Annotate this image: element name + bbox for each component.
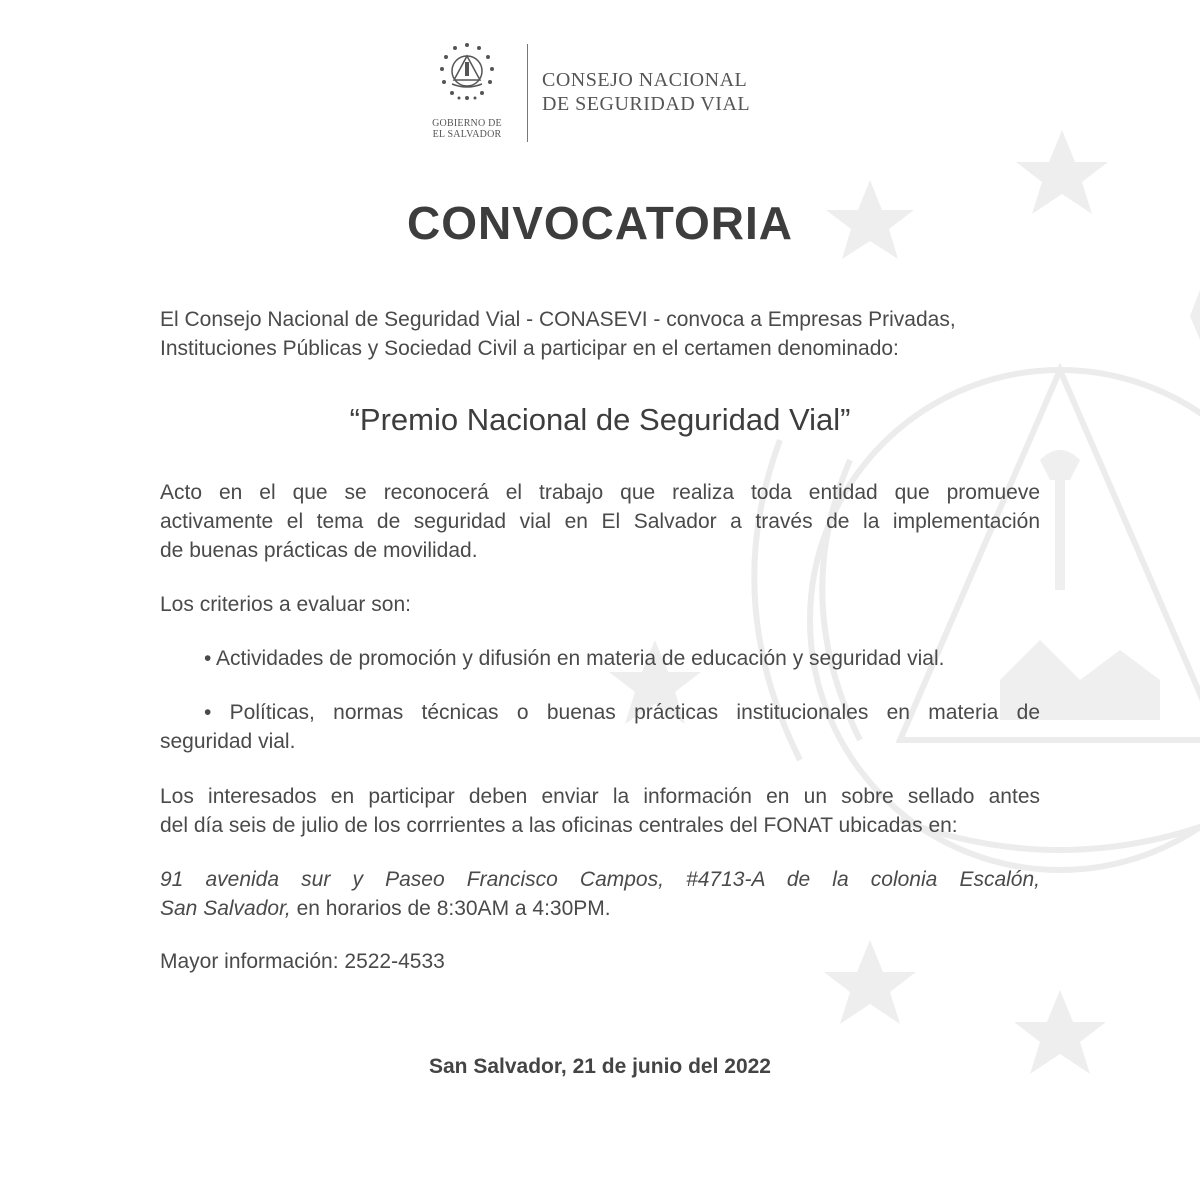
page-title: CONVOCATORIA [407,197,793,249]
intro-line2: Instituciones Públicas y Sociedad Civil a participar en el certamen denominado: [160,337,899,360]
criteria-item-2-line2: seguridad vial. [160,730,296,753]
address-hours: en horarios de 8:30AM a 4:30PM. [290,897,611,920]
watermark-cap [1040,450,1080,480]
organization-name [542,68,750,116]
seal-text-line2: EL SALVADOR [432,129,502,140]
intro-line1: El Consejo Nacional de Seguridad Vial - CONASEVI - convoca a Empresas Privadas, [160,308,956,331]
description-paragraph [160,478,1040,565]
instructions-line2: del día seis de julio de los corrrientes a las oficinas centrales del FONAT ubicadas en: [160,814,958,837]
criteria-item-2-line1: • Políticas, normas técnicas o buenas prácticas institucionales en materia de [204,701,1040,724]
place-and-date: San Salvador, 21 de junio del 2022 [429,1055,771,1078]
org-name-line2: DE SEGURIDAD VIAL [542,93,751,115]
government-seal [422,40,512,144]
header-divider [527,44,528,142]
address-line2 [160,894,1040,923]
instructions-paragraph [160,782,1040,840]
description-line2: activamente el tema de seguridad vial en El Salvador a través de la implementación [160,510,1040,533]
address-line1: 91 avenida sur y Paseo Francisco Campos, #4713-A de la colonia Escalón, [160,868,1040,891]
criteria-item-2 [160,698,1040,756]
coat-of-arms-icon [432,40,502,116]
intro-paragraph [160,305,1040,363]
address-city: San Salvador, [160,897,291,920]
prize-name: “Premio Nacional de Seguridad Vial” [349,402,851,437]
description-line1: Acto en el que se reconocerá el trabajo que realiza toda entidad que promueve [160,481,1040,504]
letterhead [0,40,1200,150]
contact-info: Mayor información: 2522-4533 [160,950,445,973]
address-paragraph [160,865,1040,923]
watermark-staff [1055,470,1065,590]
org-name-line1: CONSEJO NACIONAL [542,69,748,91]
description-line3: de buenas prácticas de movilidad. [160,539,478,562]
criteria-intro: Los criterios a evaluar son: [160,593,411,616]
criteria-item-1-text: • Actividades de promoción y difusión en materia de educación y seguridad vial. [204,647,945,670]
instructions-line1: Los interesados en participar deben enviar la información en un sobre sellado antes [160,785,1040,808]
watermark-star [1190,290,1200,340]
seal-text-line1: GOBIERNO DE [432,118,502,129]
criteria-item-1 [160,644,1040,673]
